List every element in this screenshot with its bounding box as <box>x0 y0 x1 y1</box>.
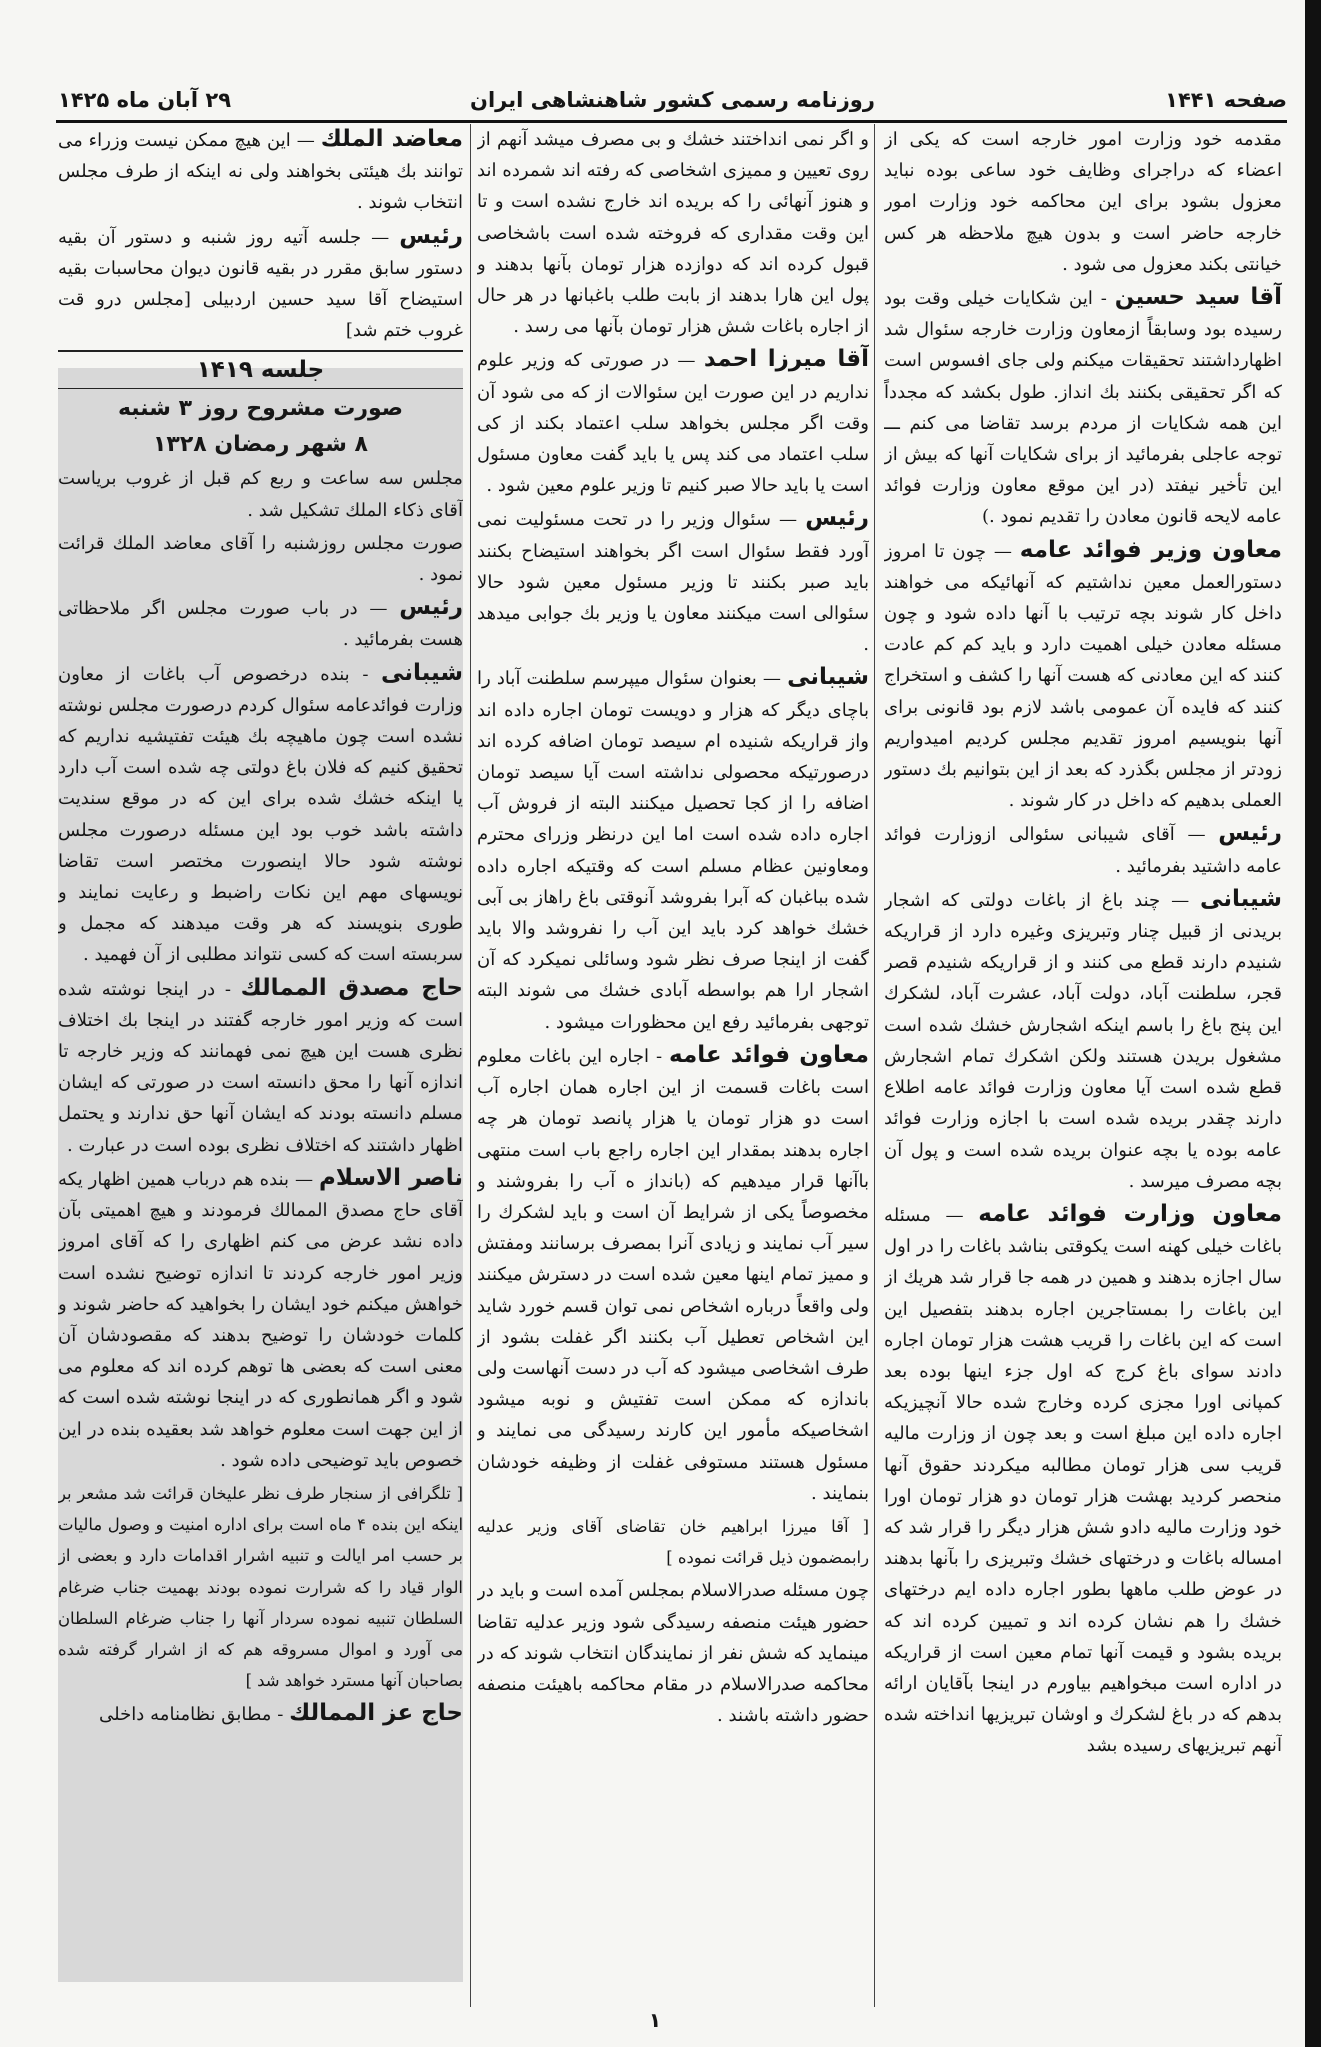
speaker-name: معاون وزارت فوائد عامه <box>978 1200 1282 1227</box>
body-paragraph: صورت مجلس روزشنبه را آقای معاضد الملك قرائت نمود . <box>58 532 463 586</box>
speech-text: — در صورتی که وزیر علوم نداریم در این صورت این سئوالات از که می شود آن وقت اگر مجلس بخواهد سلب اعتماد بکند از کی سلب اعتماد می کند پس یا باید گفت معاون مسئول است یا باید حالا صبر کنیم تا وزیر علوم معین شود . <box>477 350 869 497</box>
speech-text: — بعنوان سئوال میپرسم سلطنت آباد را باچای دیگر که هزار و دویست تومان اجاره داده اند واز قراریکه شنیده ام سیصد تومان اضافه کرده اند درصورتیکه محصولی نداشته است آیا سیصد تومان اضافه را از کجا تحصیل میکنند البته از فروش آب اجاره داده شده است اما این درنظر وزرای محترم ومعاونین عظام مسلم است که وقتیکه اجاره داده شده بباغبان که آبرا بفروشد آنوقتی باغ راهاز بی آبی خشك خواهد کرد باید این آب را نفروشد والا باید گفت از اینجا صرف نظر شود وسائلی نمیکرد که آن اشجار ارا هم بواسطه آبادی خشك می شوند البته توجهی بفرمائید رفع این محظورات میشود . <box>477 668 869 1033</box>
speech-text: - در اینجا نوشته شده است که وزیر امور خارجه گفتند در اینجا بك اختلاف نظری هست این هیچ نمی فهمانند که وزیر خارجه تا اندازه آنها را محق دانسته است در صورتی که ایشان مسلم دانسته بودند که ایشان آنها حق ندارند و یحتمل اظهار داشتند که اختلاف نظری بوده است در عبارت . <box>58 978 463 1156</box>
newspaper-title: روزنامه رسمی کشور شاهنشاهی ایران <box>470 88 875 112</box>
session-subtitle: ۸ شهر رمضان ۱۳۲۸ <box>153 432 368 458</box>
speech-paragraph <box>58 973 463 1161</box>
speaker-name: آقا میرزا احمد <box>703 346 869 373</box>
page-header <box>58 82 1287 118</box>
scan-edge <box>1305 0 1321 2047</box>
speech-text: — چند باغ از باغات دولتی که اشجار بریدنی از قبیل چنار وتبریزی وغیره دارد از قراریکه شنیدم دارند قطع می کنند و از قراریکه شنیدم قصر قجر، سلطنت آباد، دولت آباد، عشرت آباد، لشکرك این پنج باغ را باسم اینکه اشجارش خشك شده است مشغول بریدن هستند ولکن اشکرك تمام اشجارش قطع شده است آیا معاون وزارت فوائد عامه اطلاع دارند چقدر بریده شده است با اجازه وزارت فوائد عامه بوده یا بچه عنوان بریده شده است و پول آن بچه مصرف میرسد . <box>884 889 1282 1192</box>
body-paragraph: و اگر نمی انداختند خشك و بی مصرف میشد آنهم از روی تعیین و ممیزی اشخاصی که رفته اند شمرده اند و هنوز آنهائی را که بریده اند خارج نشده است و تا این وقت مقداری که فروخته شده است باشخاصی قبول کرده اند که دوازده هزار تومان بآنها بدهند و پول این هارا بدهند از بابت طلب باغبانها در هر حال از اجاره باغات شش هزار تومان بآنها می رسد . <box>477 129 869 338</box>
speech-text: — در باب صورت مجلس اگر ملاحظاتی هست بفرمائید . <box>58 598 463 651</box>
speech-text: — چون تا امروز دستورالعمل معین نداشتیم که آنهائیکه می خواهند داخل کار شوند بچه ترتیب با آنها داده شود و چون مسئله معادن خیلی اهمیت دارد و باید کم کم عادت کنند که این معادنی که هست آنها را کشف و استخراج کنند که فایده آن عمومی باشد لازم بود قانونی برای آنها بنویسیم امروز تقدیم مجلس کردیم امیدواریم زودتر از مجلس بگذرد که بعد از این بتوانیم بك دستور العملی بدهیم که داخل در کار شوند . <box>884 540 1282 812</box>
speech-paragraph <box>58 658 463 971</box>
speech-paragraph <box>58 592 463 655</box>
session-heading: جلسه ۱۴۱۹ <box>58 350 463 389</box>
speech-paragraph <box>884 1199 1282 1762</box>
speech-text: - این شکایات خیلی وقت بود رسیده بود وسابقاً ازمعاون وزارت خارجه سئوال شد اظهارداشتند تحقیقات میکنم ولی جای افسوس است که اگر تحقیقی بکنند بك انداز. طول بکشد که مجدداً این همه شکایات از مردم برسد تقاضا می کنم ـــ توجه عاجلی بفرمائید از برای شکایات آنها که بیش از این تأخیر نیفتد (در این موقع معاون وزارت فوائد عامه لایحه قانون معادن را تقدیم نمود .) <box>884 288 1282 528</box>
speaker-name: آقا سید حسین <box>1114 284 1282 311</box>
speaker-name: رئیس <box>399 222 463 249</box>
speaker-name: حاج عز الممالك <box>289 1700 463 1727</box>
bracket-note: [ آقا میرزا ابراهیم خان تقاضای آقای وزیر عدلیه رابمضمون ذیل قرائت نموده ] <box>477 1516 869 1568</box>
speech-paragraph <box>477 662 869 1037</box>
body-paragraph: مجلس سه ساعت و ربع کم قبل از غروب بریاست آقای ذکاء الملك تشکیل شد . <box>58 468 463 521</box>
bracket-note: [ تلگرافی از سنجار طرف نظر علیخان قرائت شد مشعر بر اینکه این بنده ۴ ماه است برای اداره امنیت و وصول مالیات بر حسب امر ایالت و تنبیه اشرار اقدامات دارد و بعضی از الوار قیاد را که شرارت نموده بودند بهمیت جناب ضرغام السلطان تنبیه نموده سردار آنها را جناب ضرغام السلطان می آورد و اموال مسروقه هم که از اشرار گرفته شده بصاحبان آنها مسترد خواهد شد ] <box>58 1483 463 1691</box>
speaker-name: شیبانی <box>787 664 869 691</box>
column-divider <box>874 124 875 2007</box>
speech-paragraph <box>477 1040 869 1509</box>
speech-text: - اجاره این باغات معلوم است باغات قسمت از این اجاره همان اجاره آب است دو هزار تومان یا هزار پانصد تومان هر چه اجاره بدهند بمقدار این اجاره راجع باب است منتهی باآنها قرار میدهیم که (بانداز ه آب را بفروشند و مخصوصاً یکی از شرایط آن است و باید لشکرك را سیر آب نمایند و زیادی آنرا بمصرف برسانند ومفتش و ممیز تمام اینها معین شده است در دسترش میکنند ولی واقعاً درباره اشخاص نمی توان قسم خورد شاید این اشخاص تعطیل آب بکنند اگر غفلت بشود از طرف اشخاصی میشود که آب در دست آنهاست ولی باندازه که ممکن است تفتیش و نوبه میشود اشخاصیکه مأمور این کارند رسیدگی می نمایند و مسئول هستند مستوفی غفلت از وظیفه خودشان بنمایند . <box>477 1045 869 1504</box>
header-rule <box>56 120 1287 123</box>
speech-paragraph <box>58 221 463 347</box>
session-subtitle: صورت مشروح روز ۳ شنبه <box>117 396 404 422</box>
speech-text: - بنده درخصوص آب باغات از معاون وزارت فوائدعامه سئوال کردم درصورت مجلس نوشته نشده است چون ماهیچه بك هیئت تفتیشیه نداریم که تحقیق کنیم که فلان باغ دولتی چه شده است آب دارد یا اینکه خشك شده برای این که در موقع سندیت داشته باشد خوب بود این مسئله درصورت مجلس نوشته شود حالا اینصورت مختصر است تقاضا نویسهای مهم این نکات راضبط و رعایت نمایند و طوری بنویسند که هر وقت میدهند که مجمل و سربسته است که کسی نتواند مطلبی از آن فهمید . <box>58 663 463 966</box>
speaker-name: معاون وزیر فوائد عامه <box>1019 536 1282 563</box>
speech-text: — این هیچ ممکن نیست وزراء می توانند بك هیئتی بخواهند ولی نه اینکه از طرف مجلس انتخاب شوند . <box>58 130 463 214</box>
speech-text: — بنده هم درباب همین اظهار یکه آقای حاج مصدق الممالك فرمودند و هیچ اهمیتی بآن داده نشد عرض می کنم اظهاری را که آقای امروز وزیر امور خارجه کردند تا اندازه توضیح نشده است خواهش میکنم خود ایشان را بخواهید که حاضر شوند و کلمات خودشان را توضیح بدهند که مقصودشان آن معنی است که بعضی ها توهم کرده اند که معلوم می شود و اگر همانطوری که در اینجا نوشته شده است که از این جهت است معلوم خواهد شد بعقیده بنده در این خصوص باید توضیحی داده شود . <box>58 1168 463 1471</box>
speech-text: — جلسه آتیه روز شنبه و دستور آن بقیه دستور سابق مقرر در بقیه قانون دیوان محاسبات بقیه استیضاح آقا سید حسین اردبیلی [مجلس درو قت غروب ختم شد] <box>58 226 463 342</box>
body-paragraph: مقدمه خود وزارت امور خارجه است که یکی از اعضاء که دراجرای وظایف خود ساعی بوده نباید معزول بشود برای این محاکمه خود وزارت امور خارجه حاضر است و بدون هیچ ملاحظه هر کس خیانتی بکند معزول می شود . <box>884 129 1282 275</box>
speech-text: - مطابق نظامنامه داخلی <box>99 1704 284 1726</box>
column-right <box>884 124 1282 2029</box>
speaker-name: حاج مصدق الممالك <box>240 974 463 1001</box>
speech-paragraph <box>884 282 1282 533</box>
speaker-name: شیبانی <box>381 659 463 686</box>
speech-paragraph <box>477 344 869 501</box>
speech-paragraph <box>884 818 1282 881</box>
column-middle <box>477 124 869 1987</box>
speech-paragraph <box>477 503 869 660</box>
speech-paragraph <box>884 884 1282 1197</box>
page-number: ۱ <box>648 2008 662 2032</box>
speaker-name: شیبانی <box>1200 885 1282 912</box>
speech-text: — مسئله باغات خیلی کهنه است یکوقتی بناشد باغات را در اول سال اجازه بدهند و همین در همه جا قرار شد هریك از این باغات را بمستاجرین اجاره بدهند بتفصیل این است که این باغات را قریب هشت هزار تومان اجاره دادند سوای باغ کرج که اول جزء اینها بوده بعد کمپانی اورا مجزی کرده وخارج شده حالا آنچیزیکه اجاره داده این مبلغ است و بعد چون از وزارت مالیه قریب سی هزار تومان مطالبه میکردند حقوق آنها منحصر کردید بهشت هزار تومان دو هزار تومان اورا خود وزارت مالیه دادو شش هزار دیگر را قرار شد که امساله باغات و درختهای خشك وتبریزی را بآنها بدهند در عوض طلب ماهها بطور اجاره داده ایم درختهای خشك را هم نشان کرده اند و تمیین کرده اند که بریده بشود و قیمت آنها تمام معین است از قراریکه در اداره است مبخواهیم بیاورم در اینجا بآقایان ارائه بدهم که در باغ لشکرك و اوشان تبریزیها انداخته شده آنهم تبریزیهای رسیده بشد <box>884 1204 1282 1757</box>
column-left <box>58 124 463 1987</box>
speaker-name: معاون فوائد عامه <box>669 1041 869 1068</box>
speech-paragraph <box>58 124 463 219</box>
column-divider <box>470 124 471 2007</box>
speech-paragraph <box>58 1163 463 1476</box>
speech-text: — آقای شیبانی سئوالی ازوزارت فوائد عامه داشتید بفرمائید . <box>884 824 1282 877</box>
speaker-name: رئیس <box>1218 820 1282 847</box>
speech-paragraph <box>58 1698 463 1730</box>
page-label: صفحه ۱۴۴۱ <box>1165 88 1287 112</box>
speech-paragraph <box>884 535 1282 817</box>
speaker-name: معاضد الملك <box>320 126 463 152</box>
speech-text: — سئوال وزیر را در تحت مسئولیت نمی آورد فقط سئوال است اگر بخواهند استیضاح بکنند باید صبر بکنند تا وزیر مسئول معین شود حالا سئوالی است میکنند معاون یا وزیر بك جوابی میدهد . <box>477 509 869 656</box>
speaker-name: رئیس <box>805 505 869 532</box>
speaker-name: رئیس <box>399 594 463 621</box>
body-paragraph: چون مسئله صدرالاسلام بمجلس آمده است و باید در حضور هیئت منصفه رسیدگی شود وزیر عدلیه تقاضا مینماید که شش نفر از نمایندگان انتخاب شوند که در محاکمه صدرالاسلام در مقام محاکمه باهیئت منصفه حضور داشته باشند . <box>477 1580 869 1727</box>
issue-date: ۲۹ آبان ماه ۱۴۲۵ <box>58 88 232 112</box>
speaker-name: ناصر الاسلام <box>319 1164 463 1191</box>
